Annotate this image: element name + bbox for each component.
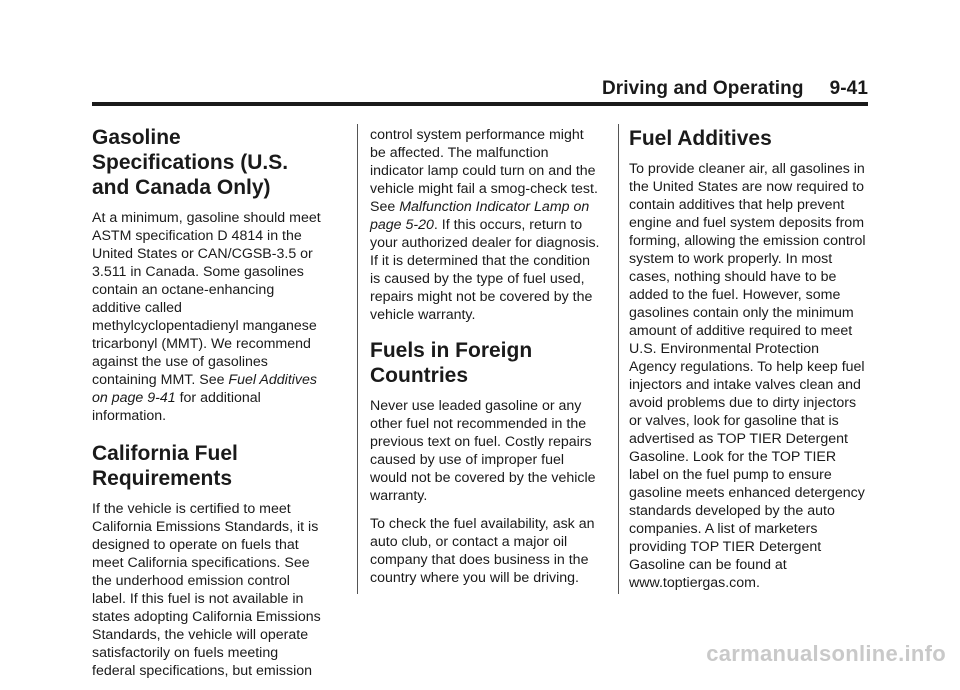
paragraph-fuel-availability: To check the fuel availability, ask an auto club, or contact a major oil company that does business in the country where you will be driving.	[370, 516, 595, 586]
paragraph-gasoline-spec	[92, 209, 322, 425]
cross-reference-fuel-additives[interactable]: Fuel Additives on page 9-41	[92, 372, 318, 406]
watermark: carmanualsonline.info	[706, 641, 946, 666]
page-number: 9-41	[829, 78, 868, 99]
paragraph-leaded-gasoline: Never use leaded gasoline or any other fuel not recommended in the previous text on fuel. Costly repairs caused by use of improper fuel would not be covered by the vehicle warranty.	[370, 398, 596, 504]
text: At a minimum, gasoline should meet ASTM specification D 4814 in the United States or CAN/CGSB-3.5 or 3.511 in Canada. Some gasolines contain an octane-enhancing additive called methylcyclopentadienyl manganese tricarbonyl (MMT). We recommend against the use of gasolines containing MMT. See	[92, 210, 321, 388]
column-1	[92, 125, 322, 690]
text: . If this occurs, return to your authorized dealer for diagnosis. If it is determined that the condition is caused by the type of fuel used, repairs might not be covered by the vehicle warranty.	[370, 217, 600, 323]
column-2	[370, 126, 600, 597]
running-header	[602, 78, 868, 100]
cross-reference-malfunction-lamp[interactable]: Malfunction Indicator Lamp on page 5-20	[370, 199, 590, 233]
paragraph-emission-continued	[370, 126, 600, 324]
column-3	[629, 126, 869, 602]
heading-gasoline-specifications: Gasoline Specifications (U.S. and Canada Only)	[92, 126, 289, 199]
column-divider-2	[618, 124, 619, 594]
paragraph-fuel-additives: To provide cleaner air, all gasolines in the United States are now required to contain additives that help prevent engine and fuel system deposits from forming, allowing the emission control system to work properly. In most cases, nothing should have to be added to the fuel. However, some gasolines contain only the minimum amount of additive required to meet U.S. Environmental Protection Agency regulations. To help keep fuel injectors and intake valves clean and avoid problems due to dirty injectors or valves, look for gasoline that is advertised as TOP TIER Detergent Gasoline. Look for the TOP TIER label on the fuel pump to ensure gasoline meets enhanced detergency standards developed by the auto companies. A list of marketers providing TOP TIER Detergent Gasoline can be found at www.toptiergas.com.	[629, 161, 866, 591]
paragraph-california-fuel: If the vehicle is certified to meet California Emissions Standards, it is designed to operate on fuels that meet California specifications. See the underhood emission control label. If this fuel is not available in states adopting California Emissions Standards, the vehicle will operate satisfactorily on fuels meeting federal specifications, but emission	[92, 501, 321, 679]
text: for additional information.	[92, 390, 261, 424]
column-divider-1	[357, 124, 358, 594]
text: control system performance might be affected. The malfunction indicator lamp could turn on and the vehicle might fail a smog-check test. See	[370, 127, 598, 215]
section-title: Driving and Operating	[601, 78, 804, 99]
heading-california-fuel: California Fuel Requirements	[92, 442, 238, 490]
heading-foreign-countries: Fuels in Foreign Countries	[370, 339, 533, 387]
heading-fuel-additives: Fuel Additives	[629, 127, 772, 150]
header-rule	[92, 102, 868, 106]
